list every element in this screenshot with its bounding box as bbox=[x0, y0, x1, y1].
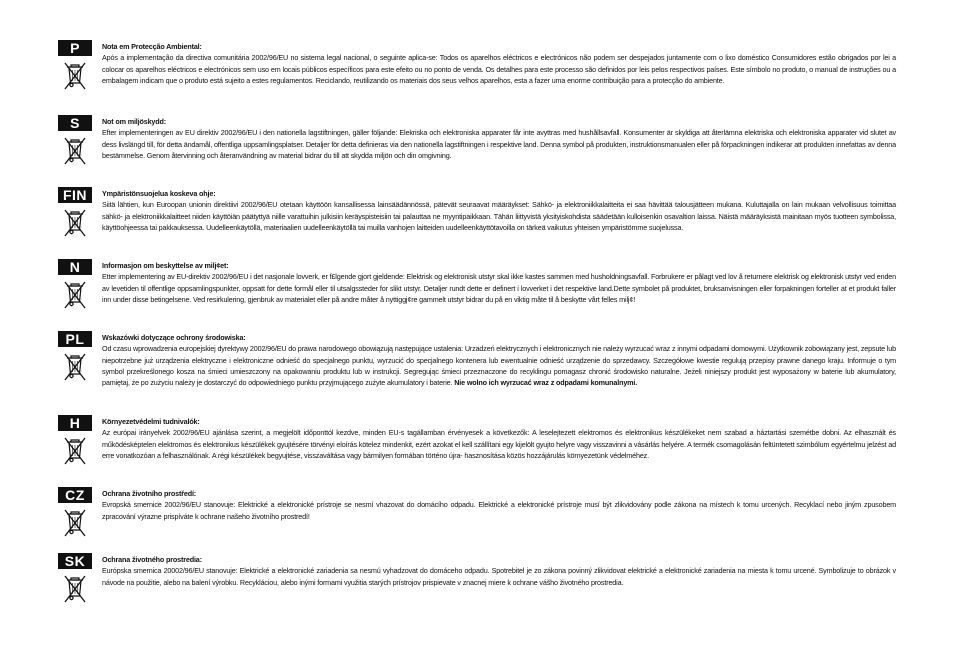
section-body-fin: Siitä lähtien, kun Euroopan unionin direktiivi 2002/96/EU otetaan käyttöön kansallisessa lainsäädännössä, pätevät seuraavat määräykset: Sähkö- ja elektroniikkalaitteita ei saa hävittää talousjätteen mukana. Kuluttajalla on lain mukaan velvollisuus toimittaa sähkö- ja elektroniikkalaitteet niiden käyttöiän päätyttyä niille varattuihin julkisiin keräyspisteisiin tai palauttaa ne myyntipaikkaan. Tähän liittyvistä yksityiskohdista säädetään kulloisenkin osavaltion laissa. Näistä määräyksistä mainitaan myös tuotteen symbolissa, käyttöohjeessa tai pakkauksessa. Uudelleenkäytöllä, materiaalien uudelleenkäytöllä tai muilla vanhojen laitteiden uudelleenkäyttötavoilla on tärkeä vaikutus yhteisen ympäristömme suojelussa. bbox=[102, 200, 896, 232]
section-title-s: Not om miljöskydd: bbox=[102, 117, 166, 126]
language-badge-pl: PL bbox=[58, 331, 92, 347]
section-title-p: Nota em Protecção Ambiental: bbox=[102, 42, 202, 51]
section-title-pl: Wskazówki dotyczące ochrony środowiska: bbox=[102, 333, 246, 342]
section-text-p bbox=[102, 41, 896, 86]
language-badge-s: S bbox=[58, 115, 92, 131]
section-body-sk: Európska smernica 20002/96/EU stanovuje: Elektrické a elektronické zariadenia sa nesmú vyhadzovat do domáceho odpadu. Spotrebitel je zo zákona povinný zlikvidovat elektrické a elektronické zariadenia na miesta k tomu urcené. Symbolizuje to obrázok v návode na použitie, alebo na balení výrobku. Recykláciou, alebo inými formami využitia starých prístrojov prispievate v znacnej miere k ochrane vášho životného prostredia. bbox=[102, 566, 896, 587]
crossed-bin-icon bbox=[63, 208, 87, 238]
crossed-bin-icon bbox=[63, 352, 87, 382]
language-badge-n: N bbox=[58, 259, 92, 275]
crossed-bin-icon bbox=[63, 280, 87, 310]
language-badge-sk: SK bbox=[58, 553, 92, 569]
section-text-pl bbox=[102, 332, 896, 388]
language-badge-cz: CZ bbox=[58, 487, 92, 503]
crossed-bin-icon bbox=[63, 136, 87, 166]
crossed-bin-icon bbox=[63, 61, 87, 91]
section-title-cz: Ochrana životního prostředí: bbox=[102, 489, 197, 498]
crossed-bin-icon bbox=[63, 436, 87, 466]
section-text-cz bbox=[102, 488, 896, 522]
section-text-sk bbox=[102, 554, 896, 588]
section-title-h: Környezetvédelmi tudnivalók: bbox=[102, 417, 200, 426]
section-text-fin bbox=[102, 188, 896, 233]
language-badge-p: P bbox=[58, 40, 92, 56]
section-body-h: Az európai irányelvek 2002/96/EU ajánlása szerint, a megjelölt időponttól kezdve, minden EU-s tagállamban érvényesek a következők: A leselejtezett elektromos és elektronikus készülékeket nem szabad a háztartási szemétbe dobni. Az elhasznált és működésképtelen elektromos és elektronikus készülékek gyujtésére törvényi eloírás kötelez mindenkit, ezért azokat el kell szállítani egy kijelölt gyujto helyre vagy visszavinni a vásárlás helyére. A termék csomagolásán feltüntetett szimbólum egyértelmu jelzést ad erre vonatkozóan a felhasználónak. A régi készülékek begyujtése, visszaváltása vagy bármilyen formában történo újra- hasznosítása közös hozzájárulás környezetünk védelméhez. bbox=[102, 428, 896, 460]
section-body-p: Após a implementação da directiva comunitária 2002/96/EU no sistema legal nacional, o seguinte aplica-se: Todos os aparelhos eléctricos e electrónicos não podem ser despejados juntamente com o lixo doméstico Consumidores estão obrigados por lei a colocar os aparelhos eléctricos e electrónicos sem uso em locais públicos específicos para este efeito ou no ponto de venda. Os detalhes para este processo são definidos por leis pelos respectivos países. Este símbolo no produto, o manual de instruções ou a embalagem indicam que o produto está sujeito a estes regulamentos. Reciclando, reutilizando os materiais dos seus velhos aparelhos, esta a fazer uma enorme contribuição para a protecção do ambiente. bbox=[102, 53, 896, 85]
section-body-pl-text: Od czasu wprowadzenia europejskiej dyrektywy 2002/96/EU do prawa narodowego obowiązują następujące ustalenia: Urzadzeń elektrycznych i elektronicznych nie należy wyrzucać wraz z innymi odpadami domowymi. Użytkownik zobowiązany jest, zepsute lub niepotrzebne już urządzenia elektryczne i elektroniczne odnieść do specjalnego punktu, wyrzucić do specjalnego kontenera lub ewentualnie odnieść urządzenie do sprzedawcy. Szczegółowe kwestie regulują przepisy prawne danego kraju. Informuje o tym symbol przekreślonego kosza na śmieci umieszczony na opakowaniu produktu lub w instrukcji. Segregując śmieci przeznaczone do recyklingu pomagasz chronić środowisko naturalne. Jeżeli niniejszy produkt jest wyposażony w baterie lub akumulatory, pamiętaj, że po zużyciu należy je dostarczyć do odpowiedniego punktu przyjmującego zużyte akumulatory i baterie. bbox=[102, 344, 896, 388]
section-title-sk: Ochrana životného prostredia: bbox=[102, 555, 202, 564]
section-body-n: Etter implementering av EU-direktiv 2002/96/EU i det nasjonale lovverk, er f£lgende gjort gjeldende: Elektrisk og elektronisk utstyr skal ikke kastes sammen med husholdningsavfall. Forbrukere er pålagt ved lov å returnere elektrisk og elektronisk utstyr ved enden av levetiden til offentlige oppsamlingspunkter, oppsatt for dette formål eller til utsalgssteder for slikt utstyr. Detaljer rundt dette er definert i lovverket i det respektive land.Dette symbolet på produktet, bruksanvisningen eller forpakningen forteller at et produkt faller inn under disse betingelsene. Ved resirkulering, gjenbruk av materialet eller på andre måter å nyttiggj¢re gammelt utstyr bidrar du på en viktig måte til å beskytte vårt felles milj¢! bbox=[102, 272, 896, 304]
section-title-fin: Ympäristönsuojelua koskeva ohje: bbox=[102, 189, 216, 198]
language-badge-h: H bbox=[58, 415, 92, 431]
section-text-n bbox=[102, 260, 896, 305]
section-body-pl bbox=[102, 343, 896, 388]
language-badge-fin: FIN bbox=[58, 187, 92, 203]
section-title-n: Informasjon om beskyttelse av milj¢et: bbox=[102, 261, 229, 270]
section-body-cz: Evropská smernice 2002/96/EU stanovuje: Elektrické a elektronické prístroje se nesmí vhazovat do domácího odpadu. Elektrické a elektronické prístroje musí být zlikvidovány podle zákona na místech k tomu urcených. Recyklací nebo jiným zpusobem zpracování výrazne prispíváte k ochrane našeho životního prostredí! bbox=[102, 500, 896, 521]
crossed-bin-icon bbox=[63, 574, 87, 604]
section-text-h bbox=[102, 416, 896, 461]
section-text-s bbox=[102, 116, 896, 161]
crossed-bin-icon bbox=[63, 508, 87, 538]
section-body-s: Efter implementeringen av EU direktiv 2002/96/EU i den nationella lagstiftningen, gäller följande: Elekriska och elektroniska apparater får inte avyttras med hushållsavfall. Konsumenter är skyldiga att återlämna elektriska och elektroniska apparater vid slutet av dess livslängd till, för detta ändamål, offentliga uppsamlingsplatser. Detaljer för detta definieras via den nationella lagstiftningen i respektive land. Denna symbol på produkten, instruktionsmanualen eller på förpackningen indikerar att produkten innefattas av denna bestämmelse. Genom återvinning och återanvändning av material bidrar du till att skydda miljön och din omgivning. bbox=[102, 128, 896, 160]
section-body-pl-bold: Nie wolno ich wyrzucać wraz z odpadami komunalnymi. bbox=[454, 378, 638, 388]
